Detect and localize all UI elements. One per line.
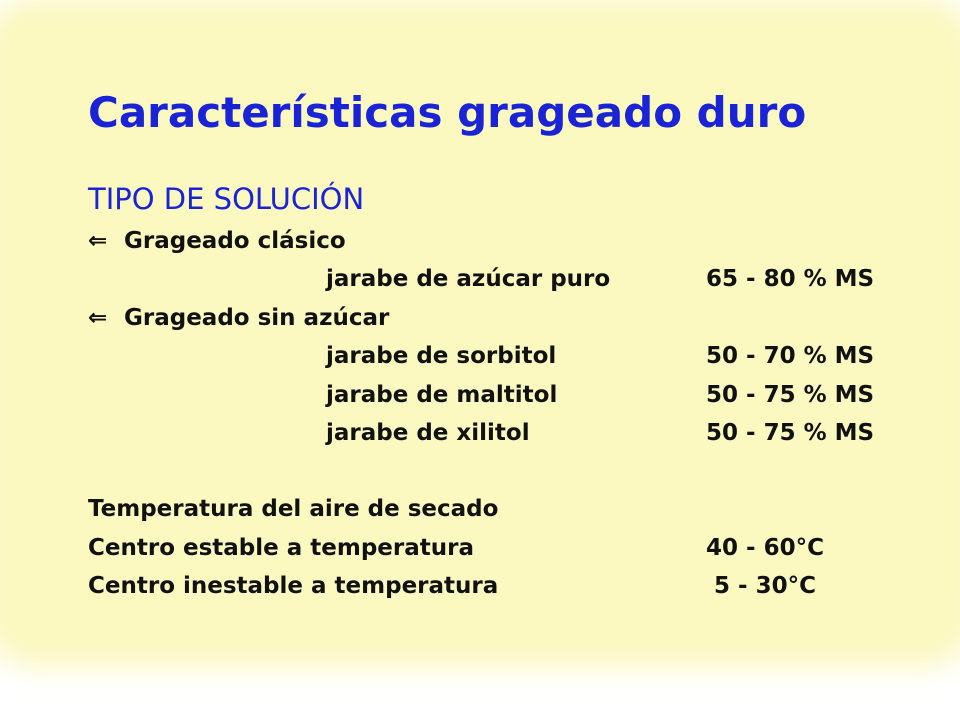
group-label: Grageado clásico [124,228,346,254]
syrup-name: jarabe de sorbitol [326,343,557,369]
solution-type-heading: TIPO DE SOLUCIÓN [88,182,365,216]
temperature-value: 40 - 60°C [706,535,824,561]
syrup-name: jarabe de azúcar puro [326,266,611,292]
group-label: Grageado sin azúcar [124,305,390,331]
syrup-value: 65 - 80 % MS [706,266,875,292]
syrup-name: jarabe de xilitol [326,420,530,446]
slide-title: Características grageado duro [88,88,807,137]
temperature-value: 5 - 30°C [706,573,816,599]
temperature-heading: Temperatura del aire de secado [88,496,499,522]
group-label-row [88,228,346,254]
group-label-row [88,305,389,331]
temperature-label: Centro estable a temperatura [88,535,475,561]
arrow-left-icon: ⇐ [88,228,108,254]
syrup-value: 50 - 70 % MS [706,343,875,369]
syrup-value: 50 - 75 % MS [706,382,875,408]
temperature-label: Centro inestable a temperatura [88,573,499,599]
syrup-name: jarabe de maltitol [326,382,558,408]
syrup-value: 50 - 75 % MS [706,420,875,446]
arrow-left-icon: ⇐ [88,305,108,331]
